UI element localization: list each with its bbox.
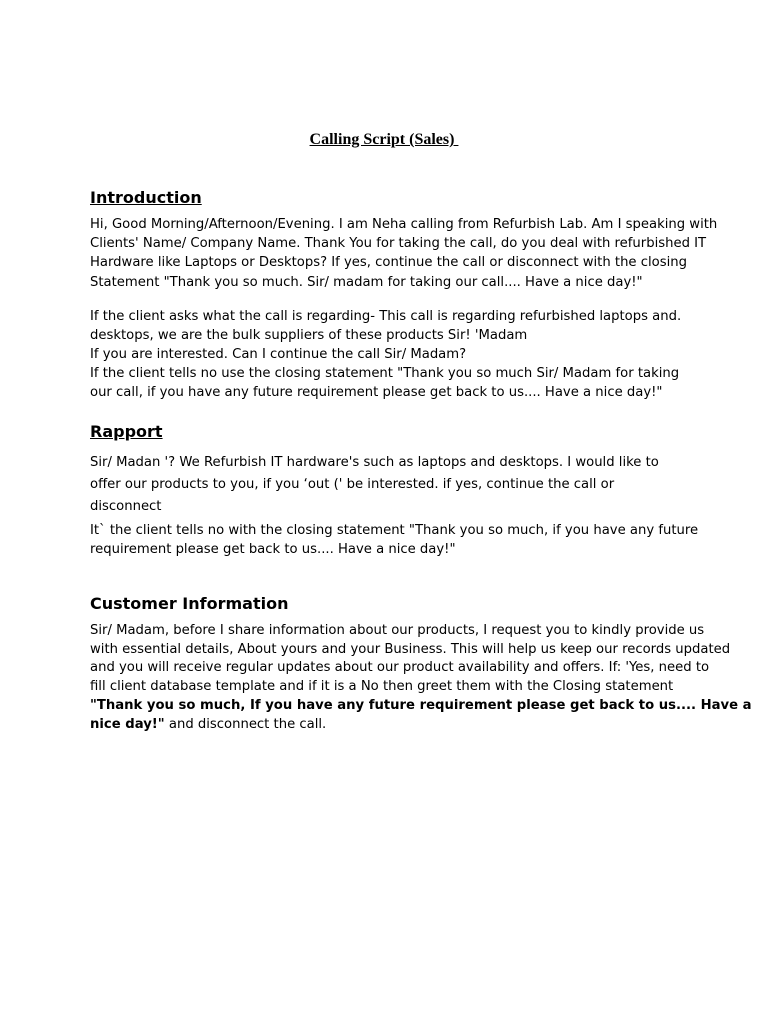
closing-statement-final-line — [90, 716, 326, 734]
intro-para1-line: Statement "Thank you so much. Sir/ madam for taking our call.... Have a nice day!" — [90, 275, 643, 290]
intro-para1-line: Hardware like Laptops or Desktops? If yes, continue the call or disconnect with the closing — [90, 255, 687, 270]
introduction-heading: Introduction — [90, 188, 202, 207]
rapport-heading: Rapport — [90, 422, 163, 441]
intro-para2-line: our call, if you have any future requirement please get back to us.... Have a nice day!" — [90, 385, 663, 400]
customer-info-line: with essential details, About yours and your Business. This will help us keep our records updated — [90, 642, 731, 657]
closing-statement-bold-line: "Thank you so much, If you have any future requirement please get back to us.... Have a — [90, 698, 752, 713]
customer-info-line: Sir/ Madam, before I share information about our products, I request you to kindly provide us — [90, 623, 705, 638]
intro-para2-line: If the client asks what the call is regarding- This call is regarding refurbished laptops and. — [90, 309, 682, 324]
intro-para2-line: If you are interested. Can I continue the call Sir/ Madam? — [90, 347, 467, 362]
intro-para2-line: If the client tells no use the closing statement "Thank you so much Sir/ Madam for taking — [90, 366, 680, 381]
customer-info-line: and you will receive regular updates about our product availability and offers. If: 'Yes, need to — [90, 660, 710, 675]
customer-info-line: fill client database template and if it is a No then greet them with the Closing statement — [90, 679, 674, 694]
closing-statement-bold-end: nice day!" — [90, 717, 165, 732]
rapport-para1-line: disconnect — [90, 499, 162, 514]
rapport-para1-line: Sir/ Madan '? We Refurbish IT hardware's such as laptops and desktops. I would like to — [90, 455, 659, 470]
rapport-para2-line: requirement please get back to us.... Have a nice day!" — [90, 542, 456, 557]
document-title: Calling Script (Sales) — [309, 131, 459, 148]
rapport-para2-line: It` the client tells no with the closing statement "Thank you so much, if you have any future — [90, 523, 699, 538]
customer-information-heading: Customer Information — [90, 594, 289, 613]
intro-para1-line: Hi, Good Morning/Afternoon/Evening. I am Neha calling from Refurbish Lab. Am I speaking with — [90, 217, 718, 232]
intro-para1-line: Clients' Name/ Company Name. Thank You for taking the call, do you deal with refurbished IT — [90, 236, 707, 251]
closing-statement-tail: and disconnect the call. — [164, 717, 327, 732]
intro-para2-line: desktops, we are the bulk suppliers of these products Sir! 'Madam — [90, 328, 528, 343]
rapport-para1-line: offer our products to you, if you ‘out (' be interested. if yes, continue the call or — [90, 477, 615, 492]
